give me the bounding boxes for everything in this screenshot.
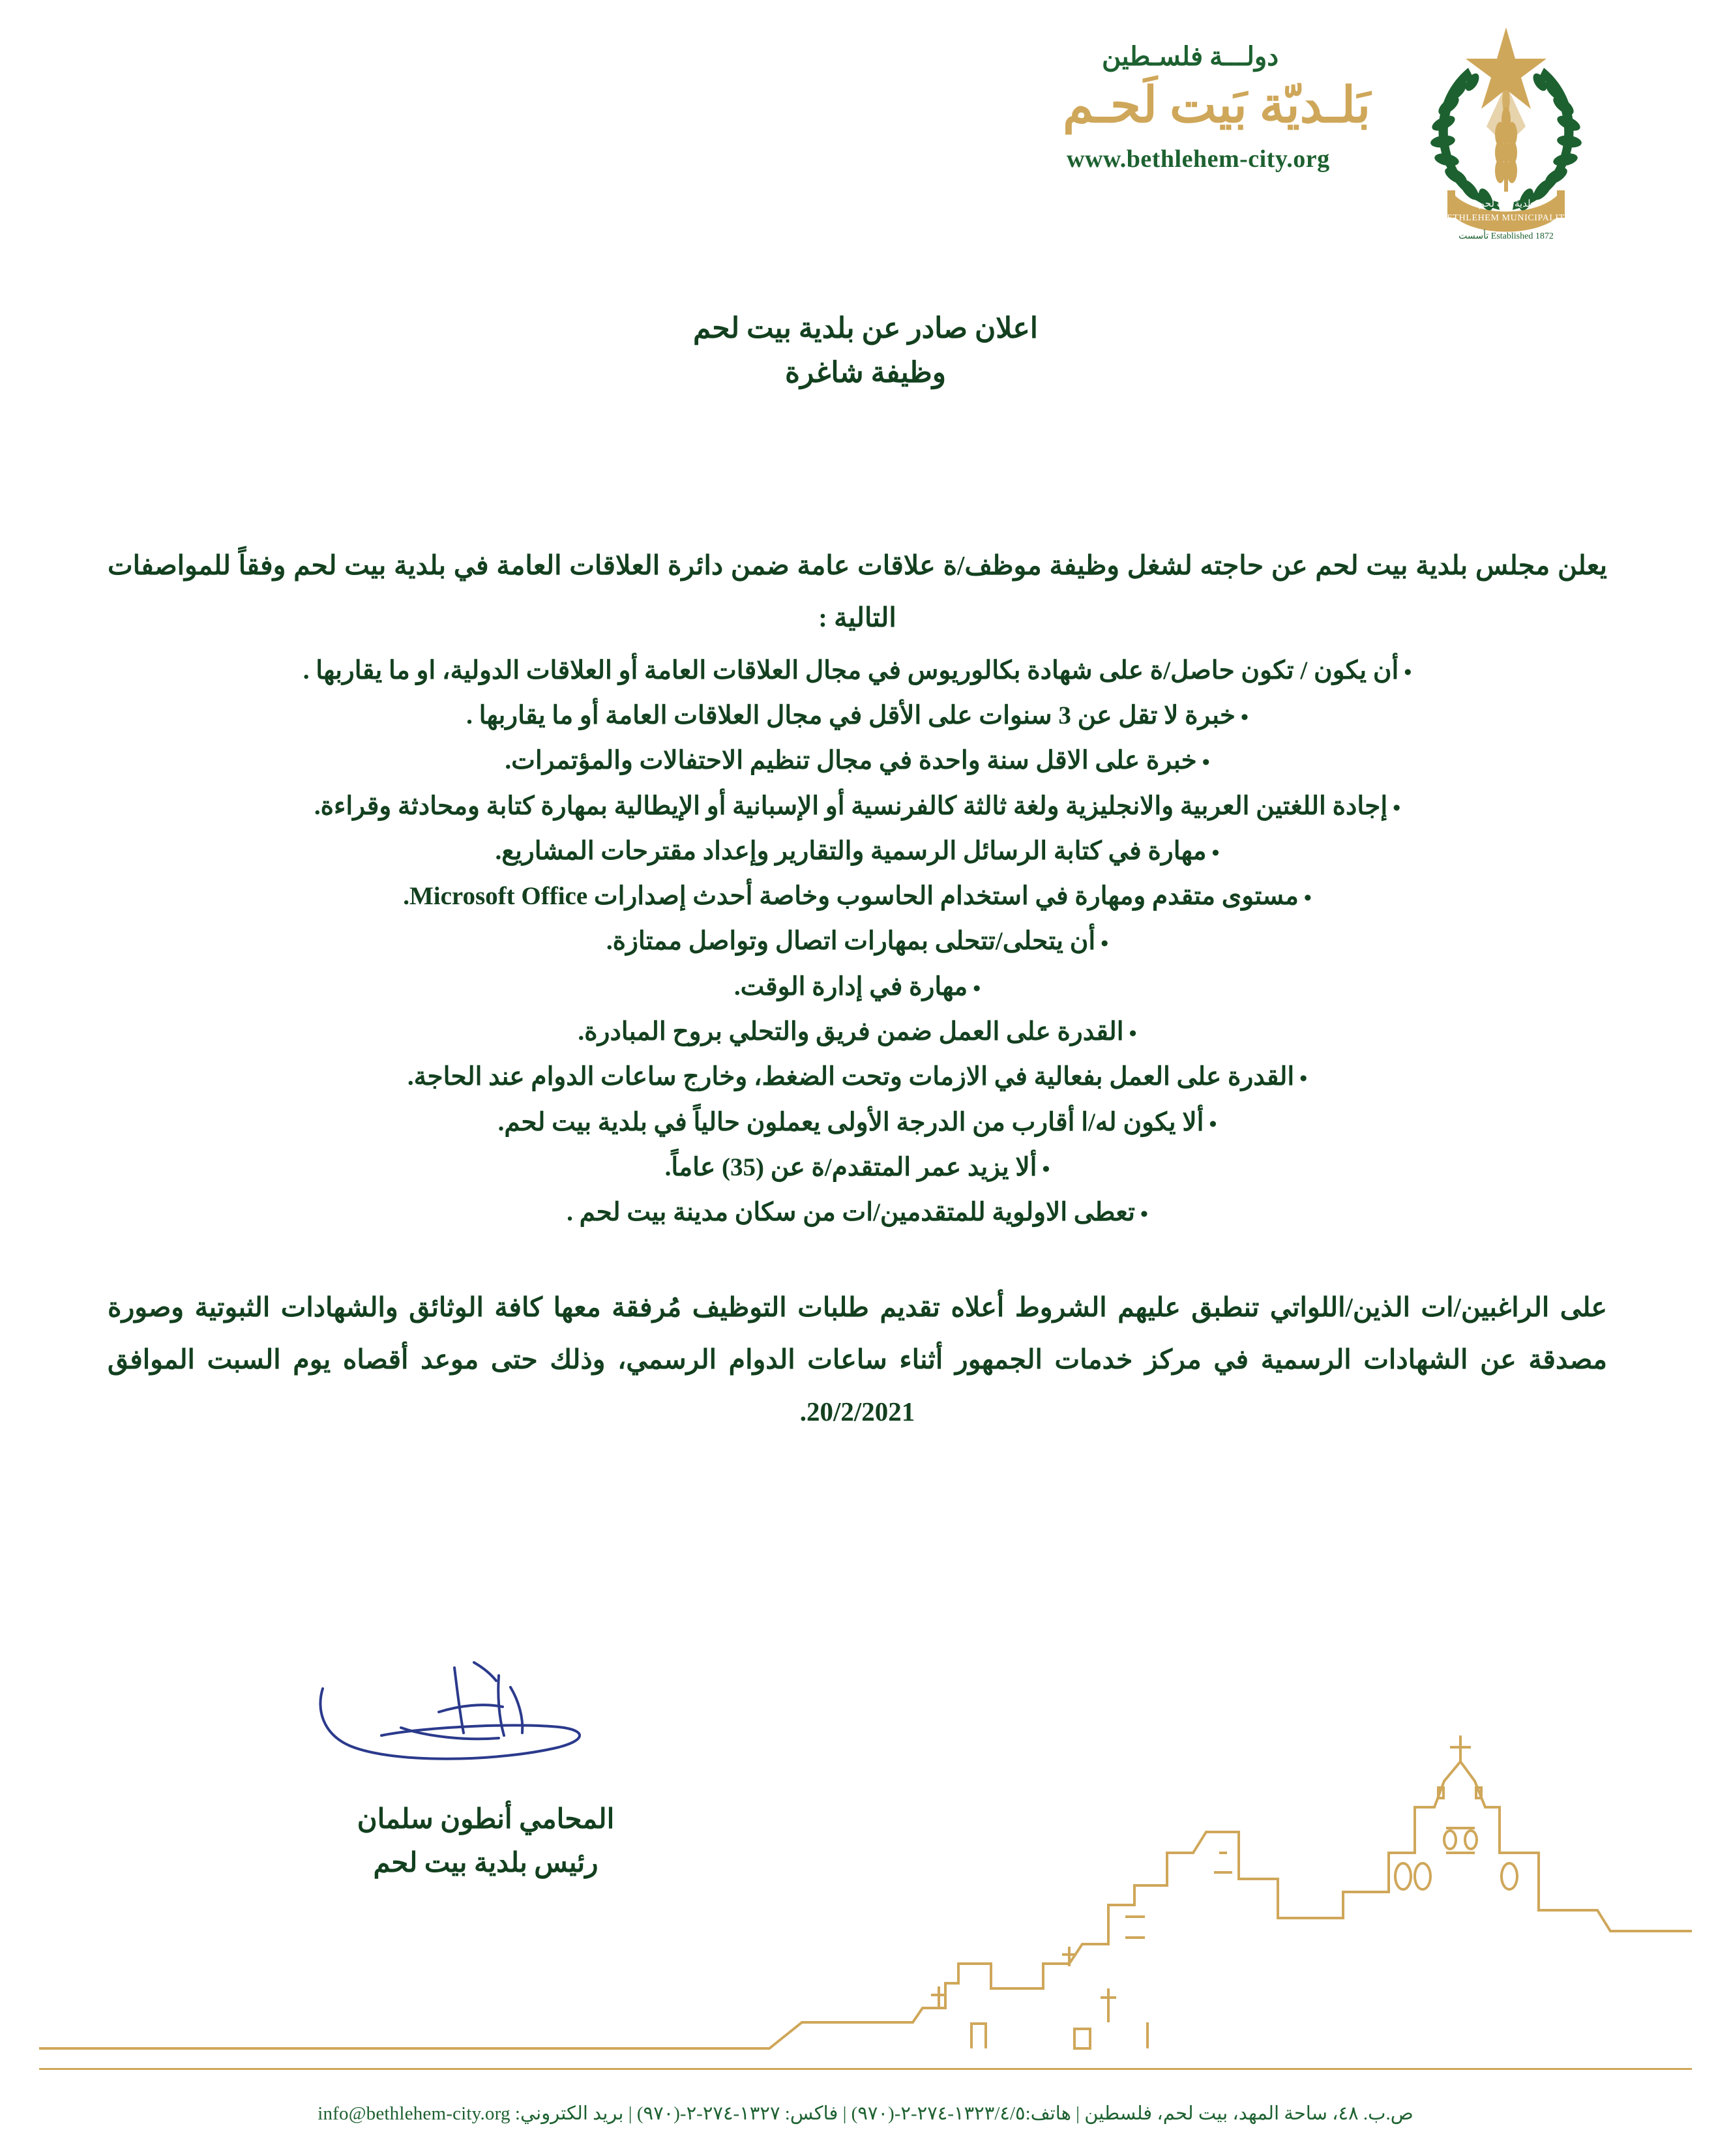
state-name: دولـــة فلسـطين <box>1102 42 1279 71</box>
footer-separator: | <box>842 2103 847 2124</box>
bullet-icon: • <box>1209 1112 1217 1136</box>
footer-divider <box>39 2068 1692 2070</box>
svg-text:بلدية بيت لحم: بلدية بيت لحم <box>1478 199 1534 209</box>
footer-separator: | <box>628 2103 632 2124</box>
municipality-emblem-icon <box>1395 22 1617 247</box>
website-url[interactable]: www.bethlehem-city.org <box>1067 145 1330 173</box>
footer-address: ص.ب. ٤٨، ساحة المهد، بيت لحم، فلسطين <box>1084 2103 1413 2124</box>
bullet-icon: • <box>1140 1202 1148 1227</box>
requirement-item <box>108 738 1607 783</box>
requirement-text: مستوى متقدم ومهارة في استخدام الحاسوب وخاصة أحدث إصدارات Microsoft Office. <box>403 882 1299 911</box>
footer-fax: فاكس: ١٣٢٧-٢٧٤-٢-(٩٧٠) <box>636 2103 838 2124</box>
requirement-text: أن يكون / تكون حاصل/ة على شهادة بكالوريوس في مجال العلاقات العامة أو العلاقات الدولية، او ما يقاربها . <box>303 656 1399 685</box>
requirement-text: أن يتحلى/تتحلى بمهارات اتصال وتواصل ممتازة. <box>606 927 1096 956</box>
requirement-item <box>108 919 1607 964</box>
requirement-text: تعطى الاولوية للمتقدمين/ات من سكان مدينة بيت لحم . <box>567 1198 1135 1227</box>
title-line-1: اعلان صادر عن بلدية بيت لحم <box>693 312 1038 344</box>
requirement-item <box>108 693 1607 738</box>
brand-text-block <box>1063 42 1389 173</box>
bullet-icon: • <box>1303 886 1312 911</box>
bullet-icon: • <box>1393 795 1401 820</box>
bullet-icon: • <box>1042 1157 1050 1181</box>
footer-email-label: بريد الكتروني: <box>514 2103 624 2124</box>
requirement-item <box>108 1054 1607 1099</box>
bullet-icon: • <box>1299 1067 1308 1091</box>
requirements-list <box>108 648 1607 1235</box>
svg-text:BETHLEHEM MUNICIPALITY: BETHLEHEM MUNICIPALITY <box>1440 213 1572 223</box>
footer-email[interactable]: info@bethlehem-city.org <box>318 2103 510 2124</box>
requirement-text: ألا يكون له/ا أقارب من الدرجة الأولى يعملون حالياً في بلدية بيت لحم. <box>497 1108 1204 1136</box>
requirement-item <box>108 1145 1607 1190</box>
bullet-icon: • <box>1101 931 1109 956</box>
bullet-icon: • <box>1404 660 1412 685</box>
footer-separator: | <box>1076 2103 1080 2124</box>
requirement-text: مهارة في كتابة الرسائل الرسمية والتقارير وإعداد مقترحات المشاريع. <box>495 836 1207 865</box>
handwritten-signature-icon <box>303 1649 668 1786</box>
requirement-text: القدرة على العمل بفعالية في الازمات وتحت الضغط، وخارج ساعات الدوام عند الحاجة. <box>407 1063 1295 1091</box>
svg-text:Established 1872 تأسست: Established 1872 تأسست <box>1458 231 1554 241</box>
municipality-name: بَلـديّة بَيت لَحـم <box>1063 78 1371 133</box>
requirement-text: إجادة اللغتين العربية والانجليزية ولغة ثالثة كالفرنسية أو الإسبانية أو الإيطالية بمهارة كتابة ومحادثة وقراءة. <box>314 791 1388 820</box>
requirement-text: خبرة لا تقل عن 3 سنوات على الأقل في مجال العلاقات العامة أو ما يقاربها . <box>466 701 1235 730</box>
requirement-text: ألا يزيد عمر المتقدم/ة عن (35) عاماً. <box>664 1153 1037 1181</box>
requirement-item <box>108 1009 1607 1054</box>
requirement-item <box>108 1190 1607 1235</box>
requirement-item <box>108 829 1607 874</box>
footer-contact-bar <box>0 2102 1731 2125</box>
bullet-icon: • <box>1202 750 1210 775</box>
requirement-item <box>108 874 1607 919</box>
bullet-icon: • <box>1211 840 1220 865</box>
requirement-item <box>108 1100 1607 1145</box>
signatory-name: المحامي أنطون سلمان <box>357 1805 615 1835</box>
requirement-item <box>108 648 1607 693</box>
bethlehem-skyline-decoration <box>0 1657 1731 2061</box>
announcement-title <box>0 306 1731 395</box>
requirement-text: خبرة على الاقل سنة واحدة في مجال تنظيم الاحتفالات والمؤتمرات. <box>505 746 1197 775</box>
requirement-item <box>108 964 1607 1009</box>
announcement-body <box>108 540 1607 1438</box>
bullet-icon: • <box>1241 705 1249 730</box>
intro-paragraph: يعلن مجلس بلدية بيت لحم عن حاجته لشغل وظيفة موظف/ة علاقات عامة ضمن دائرة العلاقات العامة في بلدية بيت لحم وفقاً للمواصفات التالية : <box>108 550 1607 632</box>
bullet-icon: • <box>1129 1022 1137 1046</box>
letterhead <box>0 13 1731 261</box>
closing-paragraph: على الراغبين/ات الذين/اللواتي تنطبق عليهم الشروط أعلاه تقديم طلبات التوظيف مُرفقة معها كافة الوثائق والشهادات الثبوتية وصورة مصدقة عن الشهادات الرسمية في مركز خدمات الجمهور أثناء ساعات الدوام الرسمي، وذلك حتى موعد أقصاه يوم السبت الموافق 20/2/2021. <box>108 1292 1607 1427</box>
footer-phone: هاتف:١٣٢٣/٤/٥-٢٧٤-٢-(٩٧٠) <box>851 2103 1071 2124</box>
requirement-text: مهارة في إدارة الوقت. <box>733 972 968 1001</box>
requirement-item <box>108 784 1607 829</box>
title-line-2: وظيفة شاغرة <box>784 357 946 389</box>
signatory-role: رئيس بلدية بيت لحم <box>373 1848 599 1879</box>
bullet-icon: • <box>973 976 981 1001</box>
signature-block <box>284 1649 688 1885</box>
requirement-text: القدرة على العمل ضمن فريق والتحلي بروح المبادرة. <box>578 1018 1124 1046</box>
